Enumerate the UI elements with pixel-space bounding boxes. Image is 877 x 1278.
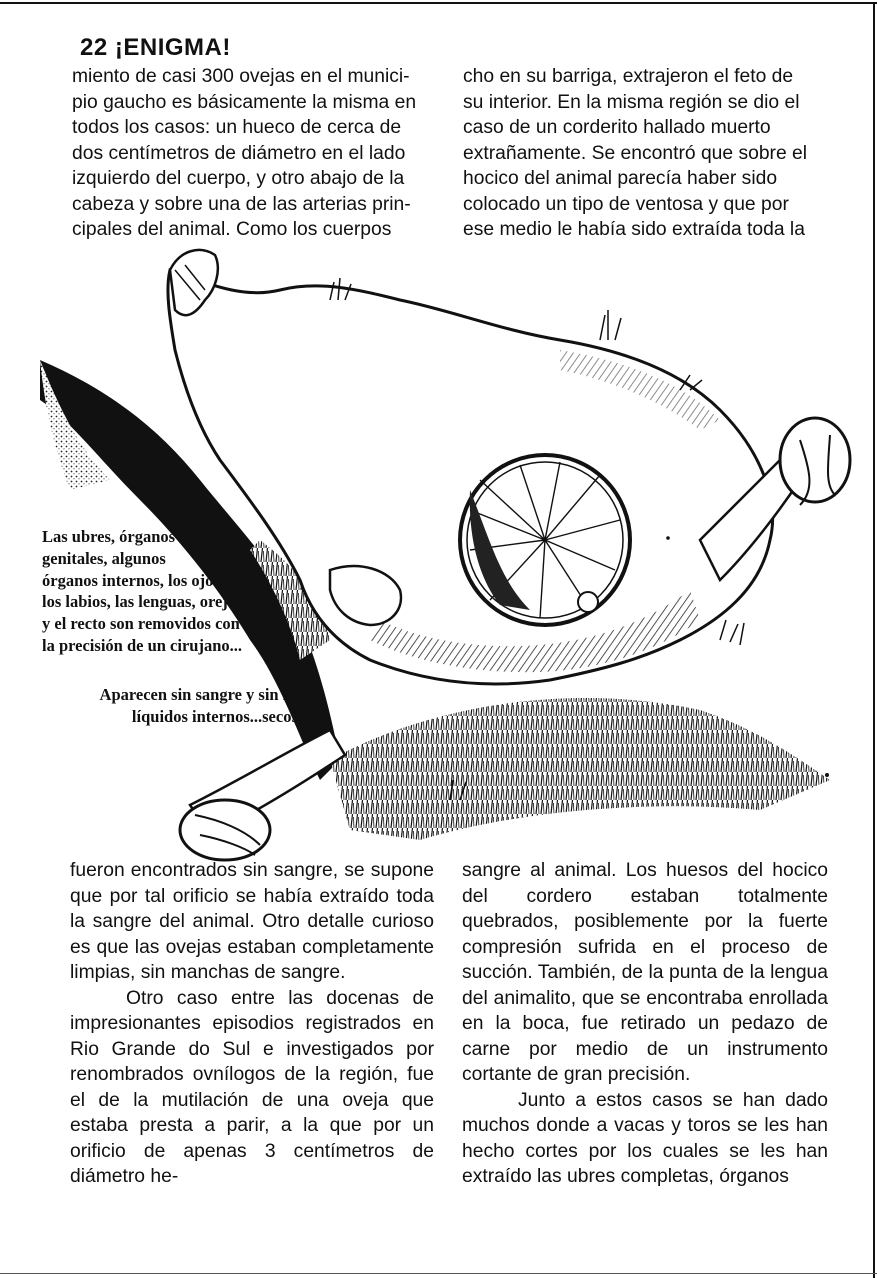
illustration-caption <box>42 526 312 657</box>
caption-line: y el recto son removidos con <box>42 614 240 634</box>
column-top-right <box>463 64 829 243</box>
caption-line: los labios, las lenguas, orejas <box>42 592 243 612</box>
paragraph: sangre al animal. Los huesos del hocico del cordero estaban totalmente quebrados, posiblemente por la fuerte compresión sufrida en el proceso de succión. También, de la punta de la lengua del animalito, que se encontraba enrollada en la boca, fue retirado un pedazo de carne por medio de un instrumento cortante de gran precisión. <box>462 860 828 1085</box>
text-line: cipales del animal. Como los cuerpos <box>72 219 392 240</box>
text-line: caso de un corderito hallado muerto <box>463 117 771 138</box>
paragraph: fueron encontrados sin sangre, se supone que por tal orificio se había extraído toda la sangre del animal. Otro detalle curioso es que las ovejas estaban completamente limpias, sin manchas de sangre. <box>70 860 434 983</box>
caption-line: Aparecen sin sangre y sin los <box>99 685 302 704</box>
column-bottom-left <box>70 858 434 1190</box>
illustration-caption-secondary <box>42 684 302 728</box>
paragraph: Otro caso entre las docenas de impresionantes episodios registrados en Rio Grande do Sul e investigados por renombrados ovnílogos de la región, fue el de la mutilación de una oveja que estaba presta a parir, a la que por un orificio de apenas 3 centímetros de diámetro he- <box>70 987 434 1187</box>
text-line: todos los casos: un hueco de cerca de <box>72 117 402 138</box>
page-border-bottom <box>0 1273 877 1274</box>
caption-line: órganos internos, los ojos, <box>42 570 224 590</box>
column-top-left <box>72 64 440 243</box>
text-line: hocico del animal parecía haber sido <box>463 168 778 189</box>
caption-line: Las ubres, órganos <box>42 527 176 546</box>
text-line: ese medio le había sido extraída toda la <box>463 219 805 240</box>
caption-line: líquidos internos...secos. <box>131 706 302 726</box>
paragraph: Junto a estos casos se han dado muchos donde a vacas y toros se les han hecho cortes por los cuales se les han extraído las ubres completas, órganos <box>462 1089 828 1187</box>
text-line: dos centímetros de diámetro en el lado <box>72 142 406 164</box>
text-line: cabeza y sobre una de las arterias prin- <box>72 193 411 215</box>
text-line: cho en su barriga, extrajeron el feto de <box>463 66 794 87</box>
page-header: 22 ¡ENIGMA! <box>80 34 231 61</box>
text-line: extrañamente. Se encontró que sobre el <box>463 142 808 164</box>
caption-line: genitales, algunos <box>42 548 166 568</box>
text-line: pio gaucho es básicamente la misma en <box>72 91 417 113</box>
column-bottom-right <box>462 858 828 1190</box>
page-border-top <box>0 2 877 4</box>
text-line: colocado un tipo de ventosa y que por <box>463 193 789 215</box>
text-line: su interior. En la misma región se dio el <box>463 91 800 113</box>
text-line: izquierdo del cuerpo, y otro abajo de la <box>72 168 405 189</box>
caption-line: la precisión de un cirujano... <box>42 635 243 655</box>
text-line: miento de casi 300 ovejas en el munici- <box>72 66 410 87</box>
